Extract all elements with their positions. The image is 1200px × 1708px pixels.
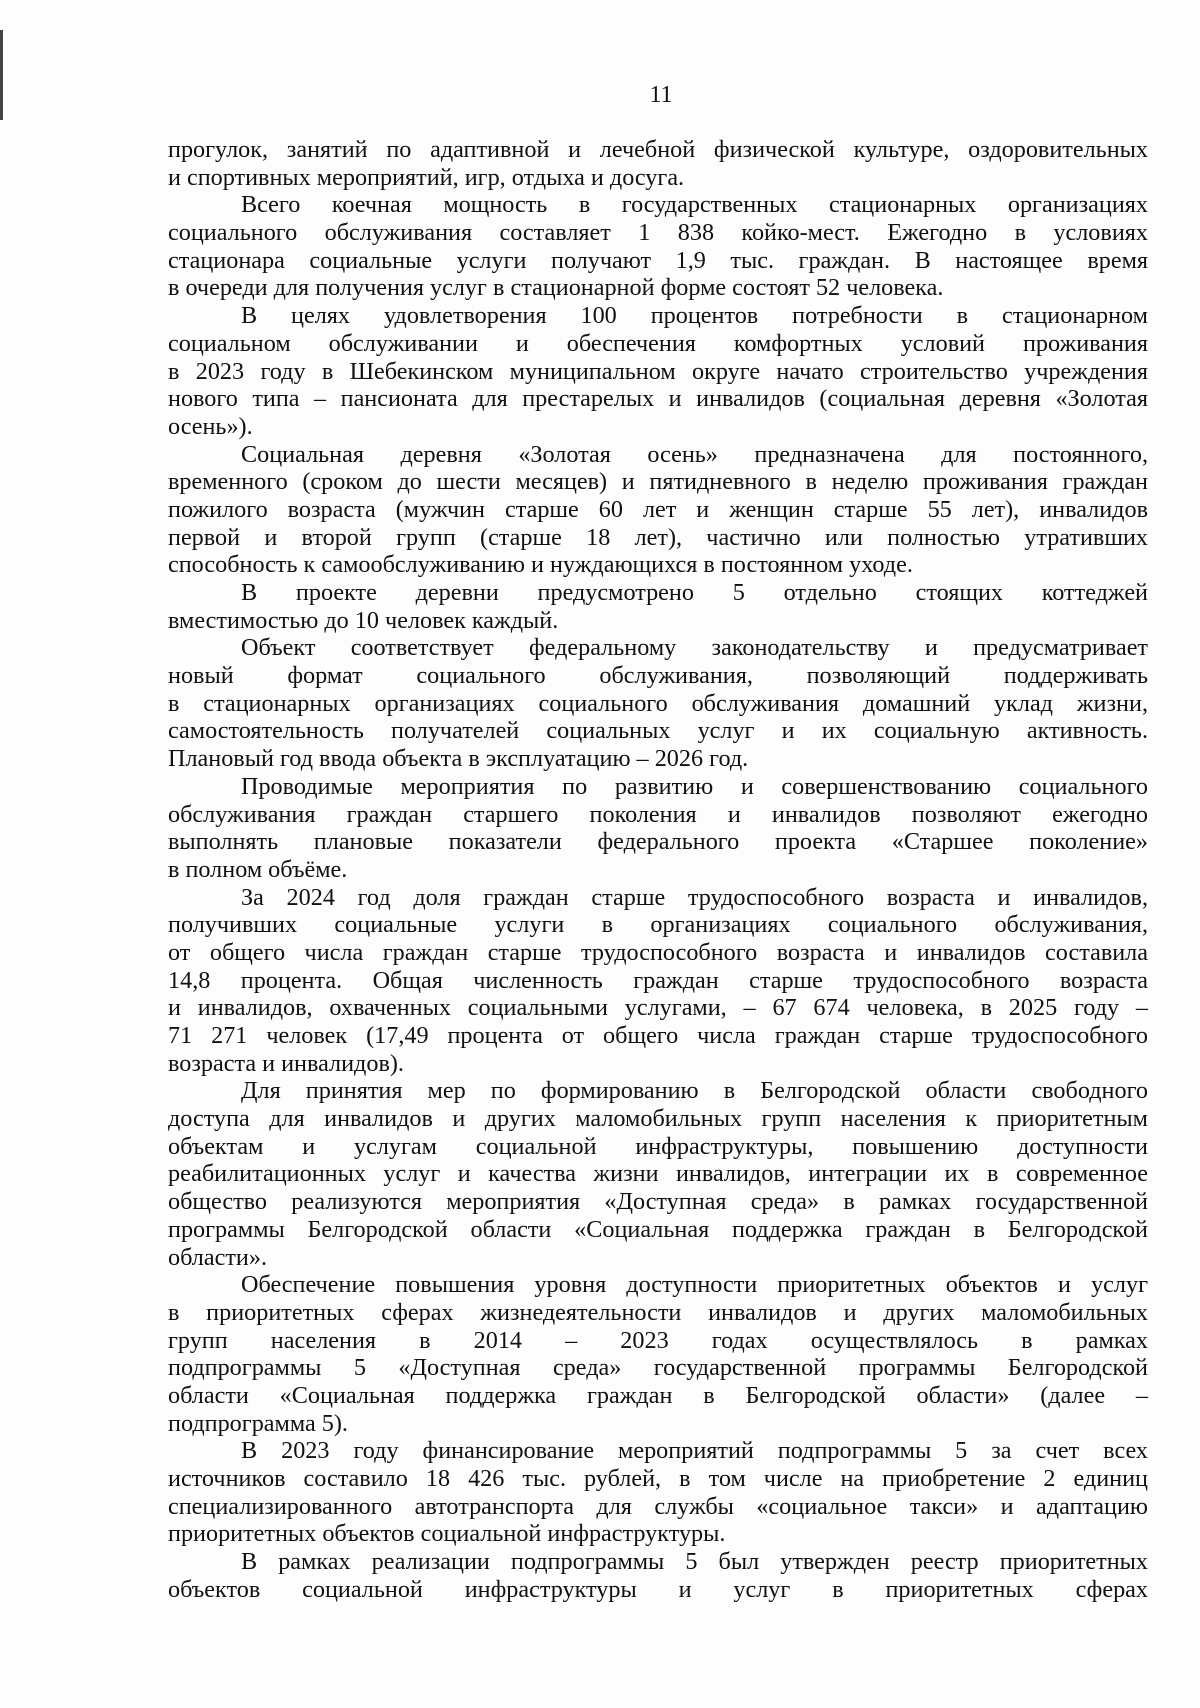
text-line: приоритетных объектов социальной инфраструктуры. [168,1520,726,1548]
paragraph [168,1548,1148,1603]
text-line: В целях удовлетворения 100 процентов потребности в стационарном [241,302,1148,330]
text-line: подпрограммы 5 «Доступная среда» государственной программы Белгородской [168,1354,1148,1382]
text-line: и инвалидов, охваченных социальными услугами, – 67 674 человека, в 2025 году – [168,994,1148,1022]
text-line: области». [168,1243,267,1271]
paragraph [168,302,1148,440]
text-line: области «Социальная поддержка граждан в Белгородской области» (далее – [168,1381,1148,1409]
text-line: в полном объёме. [168,855,348,883]
paragraph [168,773,1148,884]
text-line: Объект соответствует федеральному законодательству и предусматривает [241,634,1148,662]
text-line: доступа для инвалидов и других маломобильных групп населения к приоритетным [168,1105,1148,1133]
paragraph [168,191,1148,302]
text-line: Обеспечение повышения уровня доступности приоритетных объектов и услуг [241,1271,1148,1299]
text-line: Всего коечная мощность в государственных стационарных организациях [241,191,1148,219]
text-line: В проекте деревни предусмотрено 5 отдельно стоящих коттеджей [241,579,1148,606]
text-line: Плановый год ввода объекта в эксплуатацию – 2026 год. [168,745,749,773]
text-line: новый формат социального обслуживания, позволяющий поддерживать [168,662,1148,690]
text-line: временного (сроком до шести месяцев) и пятидневного в неделю проживания граждан [168,468,1148,496]
text-line: программы Белгородской области «Социальная поддержка граждан в Белгородской [168,1215,1148,1243]
paragraph [168,136,1148,191]
text-line: реабилитационных услуг и качества жизни инвалидов, интеграции их в современное [168,1160,1148,1188]
document-body [168,136,1148,1603]
text-line: В рамках реализации подпрограммы 5 был утвержден реестр приоритетных [241,1548,1148,1576]
text-line: обслуживания граждан старшего поколения и инвалидов позволяют ежегодно [168,800,1148,828]
paragraph [168,579,1148,634]
text-line: групп населения в 2014 – 2023 годах осуществлялось в рамках [168,1326,1148,1354]
text-line: в стационарных организациях социального обслуживания домашний уклад жизни, [168,689,1148,717]
paragraph [168,1437,1148,1548]
text-line: пожилого возраста (мужчин старше 60 лет и женщин старше 55 лет), инвалидов [168,495,1148,523]
text-line: стационара социальные услуги получают 1,9 тыс. граждан. В настоящее время [168,246,1148,274]
text-line: Для принятия мер по формированию в Белгородской области свободного [241,1077,1148,1105]
page-number: 11 [649,82,673,108]
text-line: Социальная деревня «Золотая осень» предназначена для постоянного, [241,440,1148,468]
text-line: возраста и инвалидов). [168,1049,404,1077]
paragraph [168,441,1148,579]
paragraph [168,634,1148,772]
text-line: специализированного автотранспорта для службы «социальное такси» и адаптацию [168,1492,1148,1520]
text-line: источников составило 18 426 тыс. рублей, в том числе на приобретение 2 единиц [168,1465,1148,1492]
text-line: 14,8 процента. Общая численность граждан старше трудоспособного возраста [168,966,1148,994]
text-line: социального обслуживания составляет 1 838 койко-мест. Ежегодно в условиях [168,219,1148,247]
text-line: вместимостью до 10 человек каждый. [168,606,559,634]
paragraph [168,884,1148,1078]
text-line: нового типа – пансионата для престарелых и инвалидов (социальная деревня «Золотая [168,385,1148,413]
text-line: социальном обслуживании и обеспечения комфортных условий проживания [168,329,1148,357]
text-line: общество реализуются мероприятия «Доступная среда» в рамках государственной [168,1188,1148,1216]
text-line: 71 271 человек (17,49 процента от общего числа граждан старше трудоспособного [168,1022,1148,1049]
text-line: объектам и услугам социальной инфраструктуры, повышению доступности [168,1132,1148,1160]
text-line: прогулок, занятий по адаптивной и лечебной физической культуре, оздоровительных [168,136,1148,163]
text-line: от общего числа граждан старше трудоспособного возраста и инвалидов составила [168,938,1148,966]
text-line: Проводимые мероприятия по развитию и совершенствованию социального [241,772,1148,800]
text-line: в очереди для получения услуг в стационарной форме состоят 52 человека. [168,274,944,302]
text-line: За 2024 год доля граждан старше трудоспособного возраста и инвалидов, [241,883,1148,911]
text-line: объектов социальной инфраструктуры и услуг в приоритетных сферах [168,1575,1148,1603]
text-line: получивших социальные услуги в организациях социального обслуживания, [168,911,1148,939]
text-line: в 2023 году в Шебекинском муниципальном округе начато строительство учреждения [168,357,1148,385]
text-line: способность к самообслуживанию и нуждающихся в постоянном уходе. [168,551,913,579]
text-line: осень»). [168,412,253,440]
text-line: в приоритетных сферах жизнедеятельности инвалидов и других маломобильных [168,1298,1148,1326]
text-line: В 2023 году финансирование мероприятий подпрограммы 5 за счет всех [241,1437,1148,1465]
text-line: самостоятельность получателей социальных услуг и их социальную активность. [168,717,1148,745]
text-line: первой и второй групп (старше 18 лет), частично или полностью утративших [168,523,1148,551]
paragraph [168,1077,1148,1271]
text-line: выполнять плановые показатели федерального проекта «Старшее поколение» [168,828,1148,856]
text-line: и спортивных мероприятий, игр, отдыха и досуга. [168,163,685,191]
text-line: подпрограмма 5). [168,1409,348,1437]
paragraph [168,1271,1148,1437]
